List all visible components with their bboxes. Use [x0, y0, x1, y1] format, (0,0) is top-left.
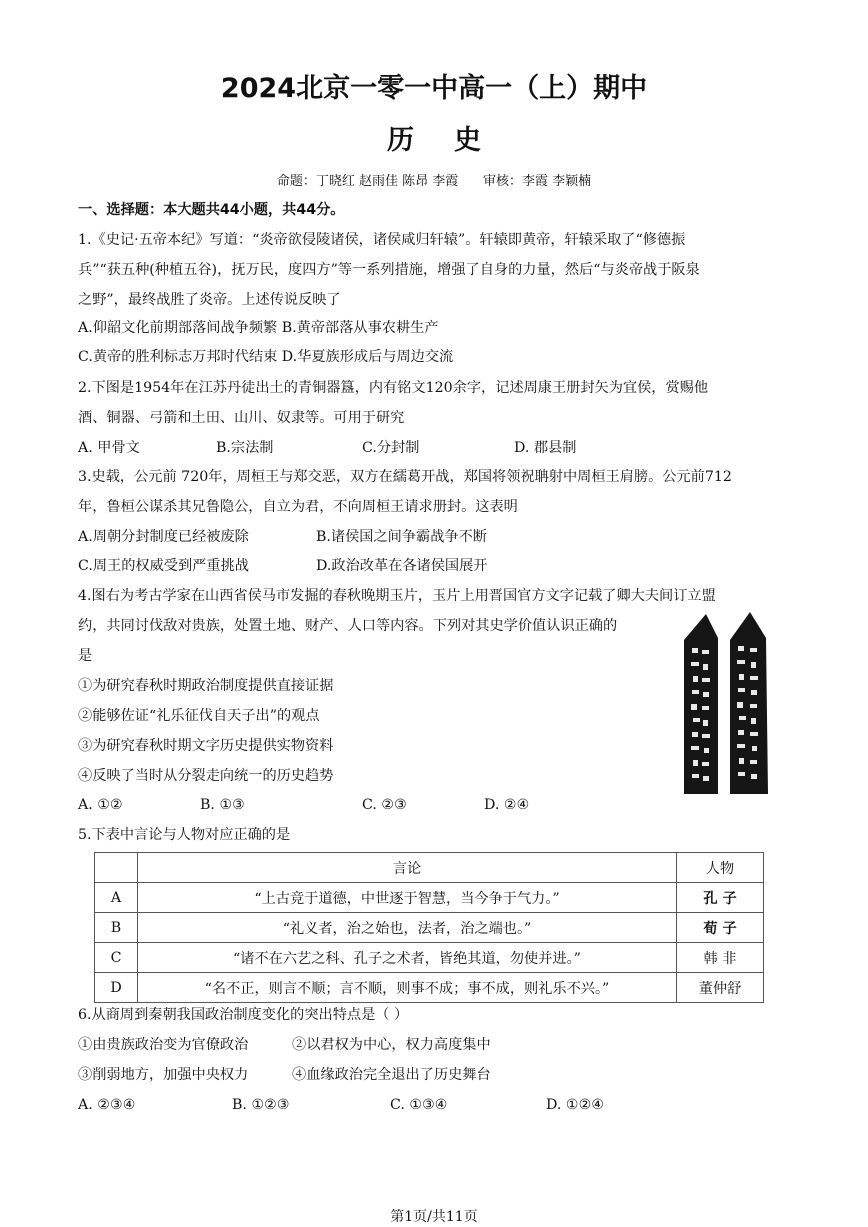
q3-line-2: 年，鲁桓公谋杀其兄鲁隐公，自立为君，不向周桓王请求册封。这表明 [78, 499, 518, 515]
q3-line-1: 3.史载，公元前 720年，周桓王与郑交恶，双方在繻葛开战，郑国将领祝聃射中周桓王肩膀。公元前712 [78, 469, 732, 485]
q6-option-c: C. ①③④ [390, 1097, 448, 1113]
exam-subject: 历史 [387, 125, 521, 156]
table-cell-person: 韩 非 [677, 943, 764, 973]
table-cell-person: 孔 子 [677, 883, 764, 913]
table-cell-quote: “名不正，则言不顺；言不顺，则事不成；事不成，则礼乐不兴。” [138, 973, 677, 1003]
q2-option-d: D. 郡县制 [514, 440, 577, 456]
table-header-row [95, 853, 764, 883]
q3-option-b: B.诸侯国之间争霸战争不断 [316, 529, 487, 545]
table-header-cell [95, 853, 138, 883]
table-cell-label: B [95, 913, 138, 943]
q1-option-ab: A.仰韶文化前期部落间战争频繁 B.黄帝部落从事农耕生产 [78, 320, 439, 336]
q2-option-c: C.分封制 [362, 440, 420, 456]
q4-statement-1: ①为研究春秋时期政治制度提供直接证据 [78, 678, 334, 694]
table-cell-person: 董仲舒 [677, 973, 764, 1003]
q6-statement-4: ④血缘政治完全退出了历史舞台 [292, 1067, 491, 1083]
q4-statement-4: ④反映了当时从分裂走向统一的历史趋势 [78, 768, 334, 784]
q4-option-a: A. ①② [78, 797, 123, 813]
q3-option-a: A.周朝分封制度已经被废除 [78, 529, 249, 545]
table-row [95, 973, 764, 1003]
q6-statement-2: ②以君权为中心，权力高度集中 [292, 1037, 491, 1053]
q5-stem: 5.下表中言论与人物对应正确的是 [78, 827, 291, 843]
q2-option-a: A. 甲骨文 [78, 440, 140, 456]
q2-option-b: B.宗法制 [216, 440, 274, 456]
q4-line-1: 4.图右为考古学家在山西省侯马市发掘的春秋晚期玉片，玉片上用晋国官方文字记载了卿大夫间订立盟 [78, 588, 716, 604]
q1-line-1: 1.《史记·五帝本纪》写道：“炎帝欲侵陵诸侯，诸侯咸归轩辕”。轩辕即黄帝，轩辕采取了“修德振 [78, 232, 686, 248]
q2-line-2: 酒、铜器、弓箭和土田、山川、奴隶等。可用于研究 [78, 410, 405, 426]
q5-table [94, 852, 764, 1003]
exam-credits: 命题：丁晓红 赵雨佳 陈昂 李霞 审核：李霞 李颖楠 [276, 174, 592, 189]
q6-statement-1: ①由贵族政治变为官僚政治 [78, 1037, 249, 1053]
q1-line-2: 兵”“获五种(种植五谷)，抚万民，度四方”等一系列措施，增强了自身的力量，然后“与炎帝战于阪泉 [78, 262, 700, 278]
table-row [95, 943, 764, 973]
q1-option-cd: C.黄帝的胜利标志万邦时代结束 D.华夏族形成后与周边交流 [78, 349, 454, 365]
q3-option-d: D.政治改革在各诸侯国展开 [316, 558, 488, 574]
q6-option-b: B. ①②③ [232, 1097, 290, 1113]
table-row [95, 913, 764, 943]
q6-option-a: A. ②③④ [78, 1097, 136, 1113]
q4-option-c: C. ②③ [362, 797, 407, 813]
q4-statement-3: ③为研究春秋时期文字历史提供实物资料 [78, 738, 334, 754]
q4-option-b: B. ①③ [200, 797, 245, 813]
jade-tablet-image [678, 610, 774, 794]
table-cell-quote: “诸不在六艺之科、孔子之术者，皆绝其道，勿使并进。” [138, 943, 677, 973]
q2-line-1: 2.下图是1954年在江苏丹徒出土的青铜器簋，内有铭文120余字，记述周康王册封矢为宜侯，赏赐他 [78, 380, 709, 396]
q4-line-3: 是 [78, 648, 93, 664]
q1-line-3: 之野”，最终战胜了炎帝。上述传说反映了 [78, 292, 341, 308]
q3-option-c: C.周王的权威受到严重挑战 [78, 558, 249, 574]
q4-line-2: 约，共同讨伐敌对贵族，处置土地、财产、人口等内容。下列对其史学价值认识正确的 [78, 618, 618, 634]
q4-statement-2: ②能够佐证“礼乐征伐自天子出”的观点 [78, 708, 320, 724]
table-cell-label: A [95, 883, 138, 913]
q6-statement-3: ③削弱地方，加强中央权力 [78, 1067, 249, 1083]
table-cell-person: 荀 子 [677, 913, 764, 943]
q6-option-d: D. ①②④ [546, 1097, 605, 1113]
section-heading: 一、选择题：本大题共44小题，共44分。 [78, 202, 345, 218]
page-footer: 第1页/共11页 [390, 1209, 478, 1225]
exam-title: 2024北京一零一中高一（上）期中 [220, 73, 648, 104]
table-cell-label: D [95, 973, 138, 1003]
table-cell-quote: “上古竞于道德，中世逐于智慧，当今争于气力。” [138, 883, 677, 913]
q6-stem: 6.从商周到秦朝我国政治制度变化的突出特点是（ ） [78, 1007, 409, 1023]
table-cell-label: C [95, 943, 138, 973]
table-cell-quote: “礼义者，治之始也，法者，治之端也。” [138, 913, 677, 943]
table-header-cell: 人物 [677, 853, 764, 883]
table-row [95, 883, 764, 913]
q4-option-d: D. ②④ [484, 797, 530, 813]
table-header-cell: 言论 [138, 853, 677, 883]
